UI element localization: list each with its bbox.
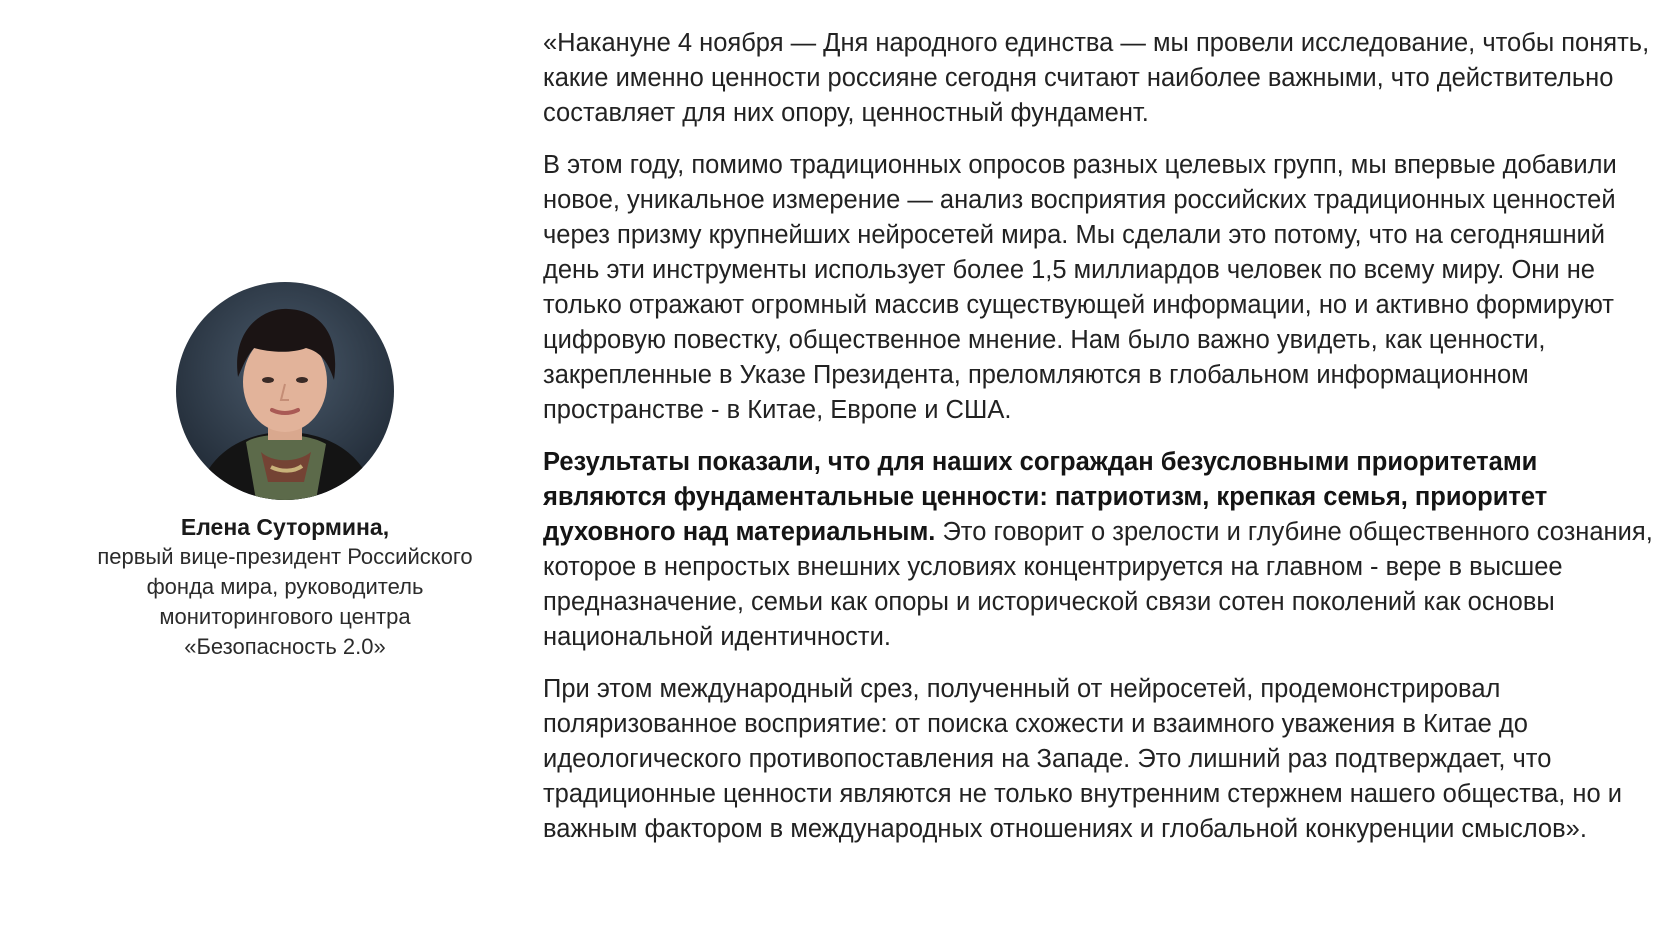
quote-paragraph: При этом международный срез, полученный от нейросетей, продемонстрировал поляризованное восприятие: от поиска схожести и взаимного уважения в Китае до идеологического противопоставления на Западе. Это лишний раз подтверждает, что традиционные ценности являются не только внутренним стержнем нашего общества, но и важным фактором в международных отношениях и глобальной конкуренции смыслов». [543,675,1622,843]
quote-paragraph-rest: Это говорит о зрелости и глубине общественного сознания, которое в непростых внешних условиях концентрируется на главном - вере в высшее предназначение, семьи как опоры и исторической связи сотен поколений как основы национальной идентичности. [543,518,1653,651]
quote-paragraph: В этом году, помимо традиционных опросов разных целевых групп, мы впервые добавили новое, уникальное измерение — анализ восприятия российских традиционных ценностей через призму крупнейших нейросетей мира. Мы сделали это потому, что на сегодняшний день эти инструменты использует более 1,5 миллиардов человек по всему миру. Они не только отражают огромный массив существующей информации, но и активно формируют цифровую повестку, общественное мнение. Нам было важно увидеть, как ценности, закрепленные в Указе Президента, преломляются в глобальном информационном пространстве - в Китае, Европе и США. [543,151,1617,424]
quote-text [543,26,1658,864]
speaker-role-line: мониторингового центра [159,604,411,629]
speaker-name: Елена Сутормина, [180,514,390,540]
avatar [176,282,394,500]
quote-paragraph [543,445,1658,655]
quote-paragraph: «Накануне 4 ноября — Дня народного единства — мы провели исследование, чтобы понять, какие именно ценности россияне сегодня считают наиболее важными, что действительно составляет для них опору, ценностный фундамент. [543,29,1650,127]
speaker-role-line: «Безопасность 2.0» [184,634,386,659]
speaker-role-line: первый вице-президент Российского [97,544,473,569]
quote-highlight: Результаты показали, что для наших сограждан безусловными приоритетами являются фундаментальные ценности: патриотизм, крепкая семья, приоритет духовного над материальным. [543,448,1548,546]
speaker-profile [40,282,530,662]
speaker-role-line: фонда мира, руководитель [146,574,424,599]
